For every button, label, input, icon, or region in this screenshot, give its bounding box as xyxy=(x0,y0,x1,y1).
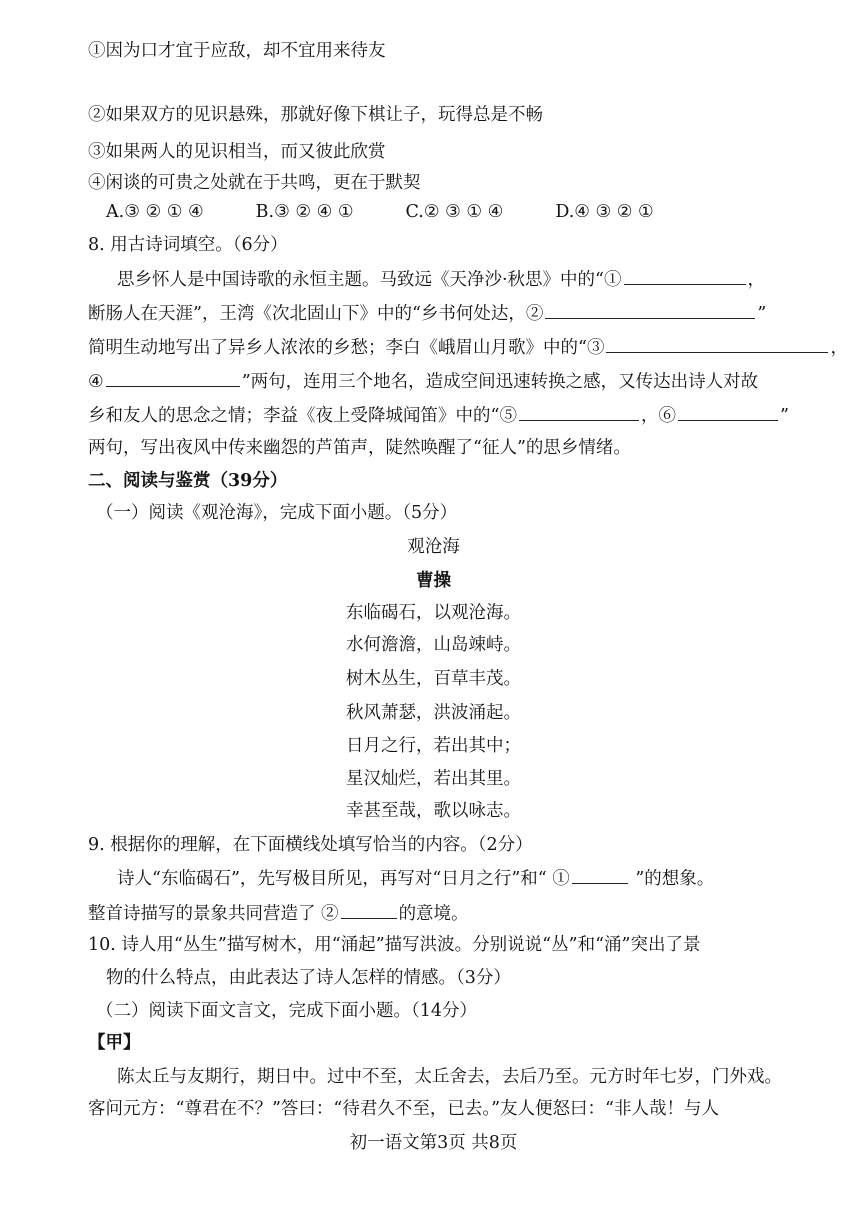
poem-line: 东临碣石，以观沧海。 xyxy=(346,603,521,623)
poem-line: 秋风萧瑟，洪波涌起。 xyxy=(346,703,521,723)
q8-line2: 断肠人在天涯”，王湾《次北固山下》中的“乡书何处达，② ” xyxy=(88,300,766,327)
q9-title: 9. 根据你的理解，在下面横线处填写恰当的内容。（2分） xyxy=(88,835,533,855)
q8-line1: 思乡怀人是中国诗歌的永恒主题。马致远《天净沙·秋思》中的“① ， xyxy=(117,266,765,293)
option-2: ②如果双方的见识悬殊，那就好像下棋让子，玩得总是不畅 xyxy=(88,105,543,125)
blank-q9-1[interactable] xyxy=(572,865,628,884)
choice-b: B.③ ② ④ ① xyxy=(255,202,354,222)
poem-author: 曹操 xyxy=(416,571,451,591)
poem-line: 幸甚至哉，歌以咏志。 xyxy=(346,801,521,821)
q10-line2: 物的什么特点，由此表达了诗人怎样的情感。（3分） xyxy=(106,968,511,988)
classical-line1: 陈太丘与友期行，期日中。过中不至，太丘舍去，去后乃至。元方时年七岁，门外戏。 xyxy=(117,1067,782,1087)
q8-line3: 简明生动地写出了异乡人浓浓的乡愁；李白《峨眉山月歌》中的“③ ， xyxy=(88,334,848,361)
page-footer: 初一语文第3页 共8页 xyxy=(349,1133,518,1153)
blank-3[interactable] xyxy=(606,334,828,353)
q8-line5: 乡和友人的思念之情；李益《夜上受降城闻笛》中的“⑤ ，⑥ ” xyxy=(88,402,789,429)
part-2-heading: （二）阅读下面文言文，完成下面小题。（14分） xyxy=(96,1001,478,1021)
q9-line2: 整首诗描写的景象共同营造了 ② 的意境。 xyxy=(88,900,469,927)
q9-line1: 诗人“东临碣石”，先写极目所见，再写对“日月之行”和“ ① ”的想象。 xyxy=(117,865,714,892)
blank-5[interactable] xyxy=(519,402,639,421)
option-1: ①因为口才宜于应敌，却不宜用来待友 xyxy=(88,41,386,61)
q8-line6: 两句，写出夜风中传来幽怨的芦笛声，陡然唤醒了“征人”的思乡情绪。 xyxy=(88,438,631,458)
poem-line: 水何澹澹，山岛竦峙。 xyxy=(346,635,521,655)
classical-line2: 客问元方：“尊君在不？”答曰：“待君久不至，已去。”友人便怒曰：“非人哉！与人 xyxy=(88,1099,719,1119)
section-2-heading: 二、阅读与鉴赏（39分） xyxy=(88,471,288,491)
part-1-heading: （一）阅读《观沧海》，完成下面小题。（5分） xyxy=(96,503,458,523)
choice-d: D.④ ③ ② ① xyxy=(555,202,654,222)
option-3: ③如果两人的见识相当，而又彼此欣赏 xyxy=(88,142,386,162)
poem-line: 树木丛生，百草丰茂。 xyxy=(346,669,521,689)
option-4: ④闲谈的可贵之处就在于共鸣，更在于默契 xyxy=(88,173,421,193)
poem-line: 星汉灿烂，若出其里。 xyxy=(346,769,521,789)
jia-label: 【甲】 xyxy=(88,1033,141,1053)
blank-4[interactable] xyxy=(106,368,240,387)
blank-2[interactable] xyxy=(545,300,755,319)
choice-c: C.② ③ ① ④ xyxy=(405,202,504,222)
q8-line4: ④ ”两句，连用三个地名，造成空间迅速转换之感，又传达出诗人对故 xyxy=(88,368,758,395)
q10-line1: 10. 诗人用“丛生”描写树木，用“涌起”描写洪波。分别说说“丛”和“涌”突出了景 xyxy=(88,935,701,955)
choice-a: A.③ ② ① ④ xyxy=(106,202,204,222)
blank-6[interactable] xyxy=(678,402,778,421)
blank-q9-2[interactable] xyxy=(341,900,397,919)
poem-line: 日月之行，若出其中； xyxy=(346,736,521,756)
blank-1[interactable] xyxy=(624,266,746,285)
answer-choices xyxy=(106,199,706,225)
q8-title: 8. 用古诗词填空。（6分） xyxy=(88,235,288,255)
poem-title: 观沧海 xyxy=(407,537,460,557)
